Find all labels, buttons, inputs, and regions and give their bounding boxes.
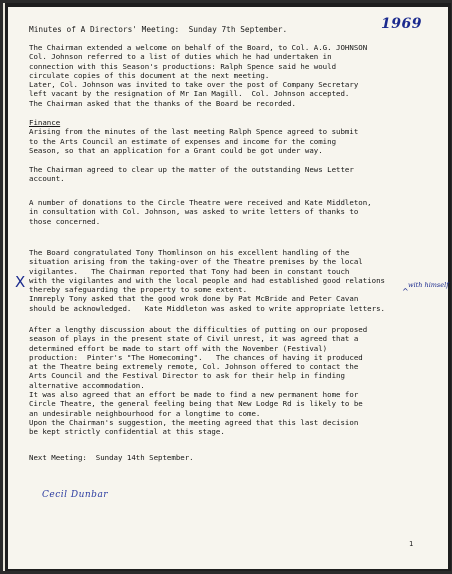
text-line: should be acknowledged. Kate Middleton was asked to write appropriate letters. <box>29 303 385 313</box>
handwritten-year: 1969 <box>381 16 422 32</box>
text-line: Later, Col. Johnson was invited to take over the post of Company Secretary <box>29 80 359 90</box>
text-line: Arising from the minutes of the last meeting Ralph Spence agreed to submit <box>29 127 359 137</box>
text-line: Col. Johnson referred to a list of duties which he had undertaken in <box>29 52 332 62</box>
text-line: Next Meeting: Sunday 14th September. <box>29 453 194 462</box>
text-line: with the vigilantes and with the local people and had established good relations <box>29 275 385 285</box>
text-line: Season, so that an application for a Grant could be got under way. <box>29 145 323 155</box>
document-page <box>3 3 451 571</box>
insertion-caret-icon: ^ <box>402 287 409 296</box>
text-line: Inmreply Tony asked that the good wrok done by Pat McBride and Peter Cavan <box>29 294 359 304</box>
text-line: Arts Council and the Festival Director to ask for their help in finding <box>29 371 345 381</box>
text-line: Circle Theatre, the general feeling being that New Lodge Rd is likely to be <box>29 399 363 409</box>
text-line: season of plays in the present state of Civil unrest, it was agreed that a <box>29 334 359 344</box>
paragraph-welcome <box>29 43 433 108</box>
text-line: The Chairman extended a welcome on behalf of the Board, to Col. A.G. JOHNSON <box>29 43 368 52</box>
text-line: vigilantes. The Chairman reported that Tony had been in constant touch <box>29 266 350 276</box>
text-line: The Chairman asked that the thanks of the Board be recorded. <box>29 98 296 108</box>
text-line: circulate copies of this document at the next meeting. <box>29 70 270 80</box>
text-line: be kept strictly confidential at this stage. <box>29 427 225 437</box>
paragraph-next-meeting <box>29 453 433 462</box>
text-line: an undesirable neighbourhood for a longtime to come. <box>29 408 261 418</box>
paragraph-donations <box>29 198 433 226</box>
text-line: those concerned. <box>29 216 101 226</box>
finance-heading: Finance <box>29 118 61 127</box>
text-line: production: Pinter's "The Homecoming". The chances of having it produced <box>29 352 363 362</box>
text-line: left vacant by the resignation of Mr Ian Magill. Col. Johnson accepted. <box>29 89 350 99</box>
text-line: It was also agreed that an effort be made to find a new permanent home for <box>29 390 359 400</box>
text-line: The Chairman agreed to clear up the matter of the outstanding News Letter <box>29 165 354 174</box>
scan-edge-left <box>5 3 8 571</box>
page-number: 1 <box>409 540 414 548</box>
paragraph-vigilantes <box>29 248 433 313</box>
handwritten-insertion: with himself <box>408 281 449 289</box>
handwritten-margin-mark: X <box>15 273 26 291</box>
paragraph-season-plans <box>29 325 433 437</box>
text-line: A number of donations to the Circle Theatre were received and Kate Middleton, <box>29 198 372 207</box>
text-line: After a lengthy discussion about the difficulties of putting on our proposed <box>29 325 368 334</box>
paragraph-newsletter <box>29 165 433 184</box>
text-line: in consultation with Col. Johnson, was asked to write letters of thanks to <box>29 207 359 217</box>
text-line: to the Arts Council an estimate of expenses and income for the coming <box>29 136 337 146</box>
text-line: connection with this Season's productions: Ralph Spence said he would <box>29 61 337 71</box>
text-line: at the Theatre being extremely remote, Col. Johnson offered to contact the <box>29 362 359 372</box>
minutes-title: Minutes of A Directors' Meeting: Sunday 7th September. <box>29 25 288 34</box>
text-line: account. <box>29 174 65 184</box>
text-line: determined effort be made to start off with the November (Festival) <box>29 343 328 353</box>
text-line: alternative accommodation. <box>29 380 145 390</box>
text-line: situation arising from the taking-over of the Theatre premises by the local <box>29 257 363 267</box>
text-line: Upon the Chairman's suggestion, the meeting agreed that this last decision <box>29 417 359 427</box>
paragraph-finance <box>29 118 433 155</box>
text-line: thereby safeguarding the property to some extent. <box>29 285 248 295</box>
text-line: The Board congratulated Tony Thomlinson on his excellent handling of the <box>29 248 350 257</box>
scan-edge-bottom <box>5 569 451 571</box>
scan-edge-top <box>5 3 451 7</box>
signature: Cecil Dunbar <box>42 490 109 500</box>
